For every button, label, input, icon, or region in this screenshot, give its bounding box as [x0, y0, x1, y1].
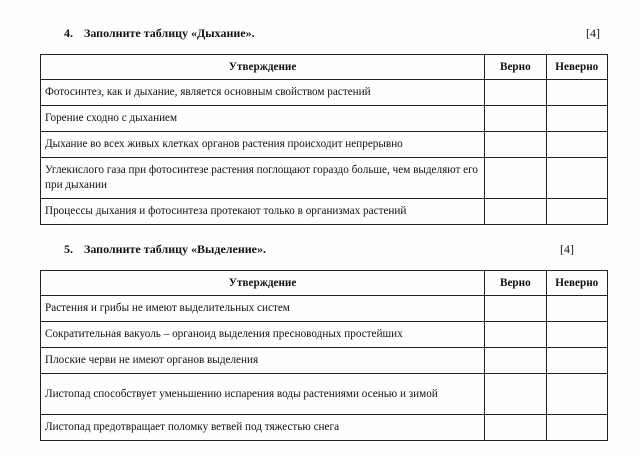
table-row	[41, 132, 608, 158]
statement-cell: Углекислого газа при фотосинтезе растения поглощают гораздо больше, чем выделяют его при дыхании	[41, 158, 485, 199]
false-answer-cell[interactable]	[546, 132, 607, 158]
statement-cell: Листопад способствует уменьшению испарения воды растениями осенью и зимой	[41, 374, 485, 415]
header-statement: Утверждение	[41, 271, 485, 296]
header-false: Неверно	[546, 271, 607, 296]
false-answer-cell[interactable]	[546, 158, 607, 199]
task-5-number: 5.	[64, 242, 73, 256]
task-4-title: Заполните таблицу «Дыхание».	[84, 26, 255, 40]
task-5-title: Заполните таблицу «Выделение».	[84, 242, 266, 256]
statement-cell: Фотосинтез, как и дыхание, является основным свойством растений	[41, 80, 485, 106]
task-4-heading	[40, 26, 600, 44]
statement-cell: Растения и грибы не имеют выделительных систем	[41, 296, 485, 322]
task-4-points: [4]	[586, 26, 600, 40]
true-answer-cell[interactable]	[485, 199, 546, 225]
task-4-number: 4.	[64, 26, 73, 40]
table-row	[41, 415, 608, 441]
table-row	[41, 348, 608, 374]
table-row	[41, 322, 608, 348]
header-statement: Утверждение	[41, 55, 485, 80]
true-answer-cell[interactable]	[485, 374, 546, 415]
false-answer-cell[interactable]	[546, 80, 607, 106]
false-answer-cell[interactable]	[546, 322, 607, 348]
table-row	[41, 374, 608, 415]
task-5-points: [4]	[560, 242, 574, 256]
statement-cell: Плоские черви не имеют органов выделения	[41, 348, 485, 374]
table-row	[41, 106, 608, 132]
statement-cell: Горение сходно с дыханием	[41, 106, 485, 132]
false-answer-cell[interactable]	[546, 106, 607, 132]
table-respiration	[40, 54, 608, 225]
statement-cell: Дыхание во всех живых клетках органов растения происходит непрерывно	[41, 132, 485, 158]
false-answer-cell[interactable]	[546, 348, 607, 374]
table-row	[41, 158, 608, 199]
task-5-heading	[40, 242, 600, 260]
true-answer-cell[interactable]	[485, 348, 546, 374]
true-answer-cell[interactable]	[485, 158, 546, 199]
true-answer-cell[interactable]	[485, 80, 546, 106]
false-answer-cell[interactable]	[546, 415, 607, 441]
table-row	[41, 80, 608, 106]
table-header-row	[41, 271, 608, 296]
false-answer-cell[interactable]	[546, 374, 607, 415]
false-answer-cell[interactable]	[546, 199, 607, 225]
true-answer-cell[interactable]	[485, 106, 546, 132]
table-row	[41, 199, 608, 225]
statement-cell: Листопад предотвращает поломку ветвей под тяжестью снега	[41, 415, 485, 441]
statement-cell: Процессы дыхания и фотосинтеза протекают только в организмах растений	[41, 199, 485, 225]
true-answer-cell[interactable]	[485, 322, 546, 348]
header-true: Верно	[485, 271, 546, 296]
true-answer-cell[interactable]	[485, 132, 546, 158]
table-row	[41, 296, 608, 322]
statement-cell: Сократительная вакуоль – органоид выделения пресноводных простейших	[41, 322, 485, 348]
true-answer-cell[interactable]	[485, 296, 546, 322]
header-false: Неверно	[546, 55, 607, 80]
false-answer-cell[interactable]	[546, 296, 607, 322]
true-answer-cell[interactable]	[485, 415, 546, 441]
table-header-row	[41, 55, 608, 80]
table-excretion	[40, 270, 608, 441]
header-true: Верно	[485, 55, 546, 80]
